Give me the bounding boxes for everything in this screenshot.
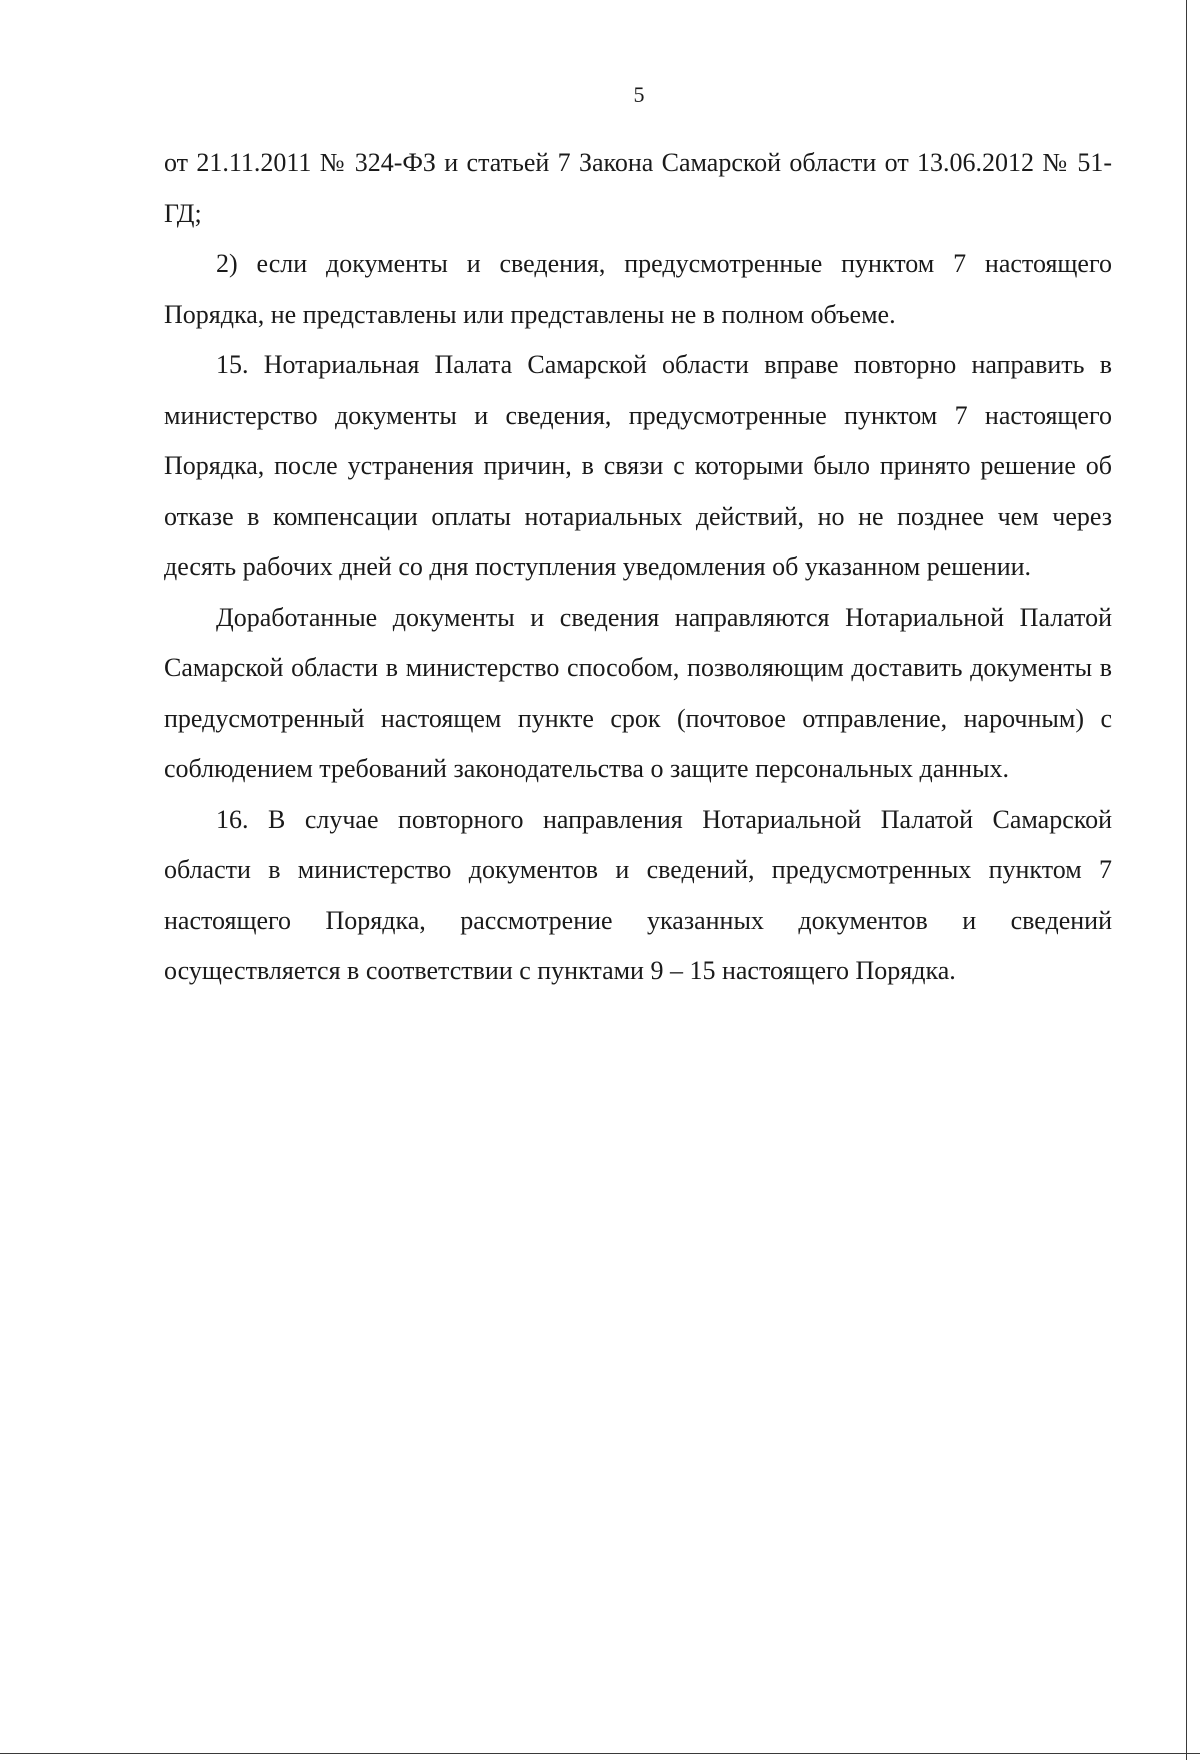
page-number: 5 xyxy=(633,82,645,107)
document-body xyxy=(164,138,1112,997)
scan-edge-bottom xyxy=(0,1753,1200,1754)
paragraph-clause-15: 15. Нотариальная Палата Самарской области вправе повторно направить в министерство документы и сведения, предусмотренные пунктом 7 настоящего Порядка, после устранения причин, в связи с которыми было принято решение об отказе в компенсации оплаты нотариальных действий, но не позднее чем через десять рабочих дней со дня поступления уведомления об указанном решении. xyxy=(164,350,1112,581)
paragraph-revised-documents: Доработанные документы и сведения направляются Нотариальной Палатой Самарской области в министерство способом, позволяющим доставить документы в предусмотренный настоящем пункте срок (почтовое отправление, нарочным) с соблюдением требований законодательства о защите персональных данных. xyxy=(164,602,1112,783)
paragraph-continuation: от 21.11.2011 № 324-ФЗ и статьей 7 Закона Самарской области от 13.06.2012 № 51-ГД; xyxy=(164,148,1112,228)
scan-edge-right xyxy=(1186,0,1187,1760)
paragraph-item-2: 2) если документы и сведения, предусмотренные пунктом 7 настоящего Порядка, не представлены или представлены не в полном объеме. xyxy=(164,249,1112,329)
paragraph-clause-16: 16. В случае повторного направления Нотариальной Палатой Самарской области в министерство документов и сведений, предусмотренных пунктом 7 настоящего Порядка, рассмотрение указанных документов и сведений осуществляется в соответствии с пунктами 9 – 15 настоящего Порядка. xyxy=(164,804,1112,985)
